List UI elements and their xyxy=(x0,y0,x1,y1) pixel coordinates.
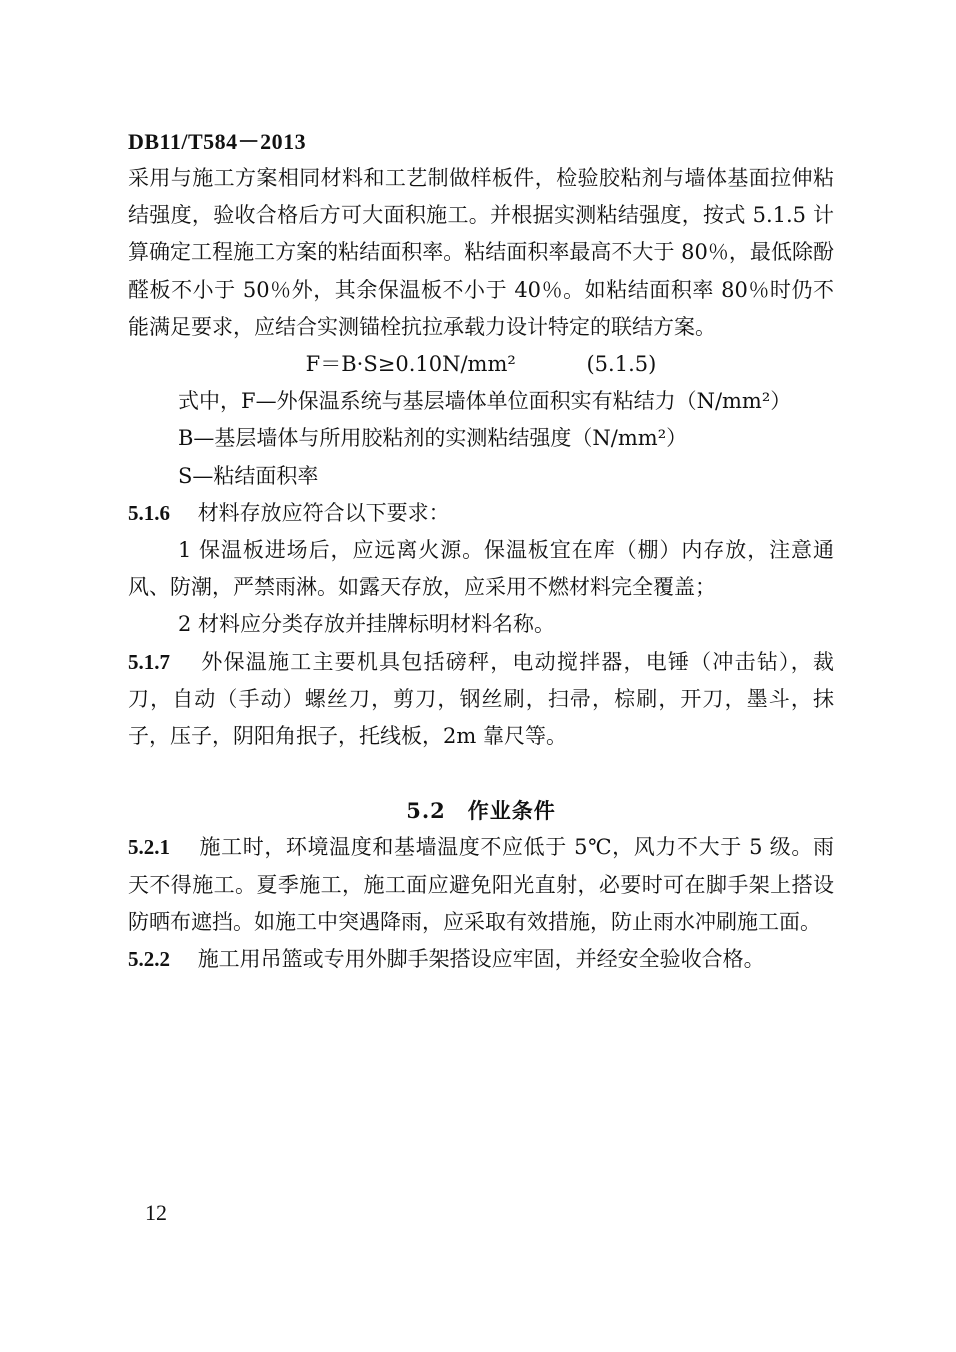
clause-5-1-6-item-2: 2 材料应分类存放并挂牌标明材料名称。 xyxy=(178,612,556,637)
formula-expression: F＝B·S≥0.10N/mm² xyxy=(305,352,516,377)
paragraph-sample-panel: 采用与施工方案相同材料和工艺制做样板件，检验胶粘剂与墙体基面拉伸粘结强度，验收合格后方可大面积施工。并根据实测粘结强度，按式 5.1.5 计算确定工程施工方案的粘结面积率。粘结面积率最高不大于 80％，最低除酚醛板不小于 50％外，其余保温板不小于 40％。如粘结面积率 80％时仍不能满足要求，应结合实测锚栓抗拉承载力设计特定的联结方案。 xyxy=(128,166,834,339)
clause-number: 5.2.1 xyxy=(128,835,170,860)
clause-5-1-7 xyxy=(128,644,834,756)
clause-5-1-6 xyxy=(128,495,834,532)
clause-number: 5.2.2 xyxy=(128,947,170,972)
clause-number: 5.1.6 xyxy=(128,500,170,525)
body-text xyxy=(128,160,834,978)
clause-number: 5.1.7 xyxy=(128,649,170,674)
clause-text: 材料存放应符合以下要求： xyxy=(197,500,450,525)
formula-number: (5.1.5) xyxy=(586,352,657,377)
formula-definition-b: B—基层墙体与所用胶粘剂的实测粘结强度（N/mm²） xyxy=(178,426,688,451)
spacer xyxy=(128,755,834,792)
section-title-5-2: 5.2 作业条件 xyxy=(406,798,556,824)
standard-code-header: DB11/T584－2013 xyxy=(128,129,307,154)
clause-5-2-1 xyxy=(128,829,834,941)
clause-text: 施工时，环境温度和基墙温度不应低于 5℃，风力不大于 5 级。雨天不得施工。夏季施工，施工面应避免阳光直射，必要时可在脚手架上搭设防晒布遮挡。如施工中突遇降雨，应采取有效措施，防止雨水冲刷施工面。 xyxy=(128,835,834,934)
formula-definition-s: S—粘结面积率 xyxy=(178,463,319,488)
formula-5-1-5 xyxy=(128,346,834,383)
formula-definition-f: 式中，F—外保温系统与基层墙体单位面积实有粘结力（N/mm²） xyxy=(178,389,792,414)
clause-5-2-2 xyxy=(128,941,834,978)
page-number: 12 xyxy=(145,1200,167,1225)
clause-text: 外保温施工主要机具包括磅秤，电动搅拌器，电锤（冲击钻），裁刀，自动（手动）螺丝刀，剪刀，钢丝刷，扫帚，棕刷，开刀，墨斗，抹子，压子，阴阳角抿子，托线板，2m 靠尺等。 xyxy=(128,649,834,749)
clause-5-1-6-item-1: 1 保温板进场后，应远离火源。保温板宜在库（棚）内存放，注意通风、防潮，严禁雨淋。如露天存放，应采用不燃材料完全覆盖； xyxy=(128,538,834,600)
clause-text: 施工用吊篮或专用外脚手架搭设应牢固，并经安全验收合格。 xyxy=(197,947,765,972)
